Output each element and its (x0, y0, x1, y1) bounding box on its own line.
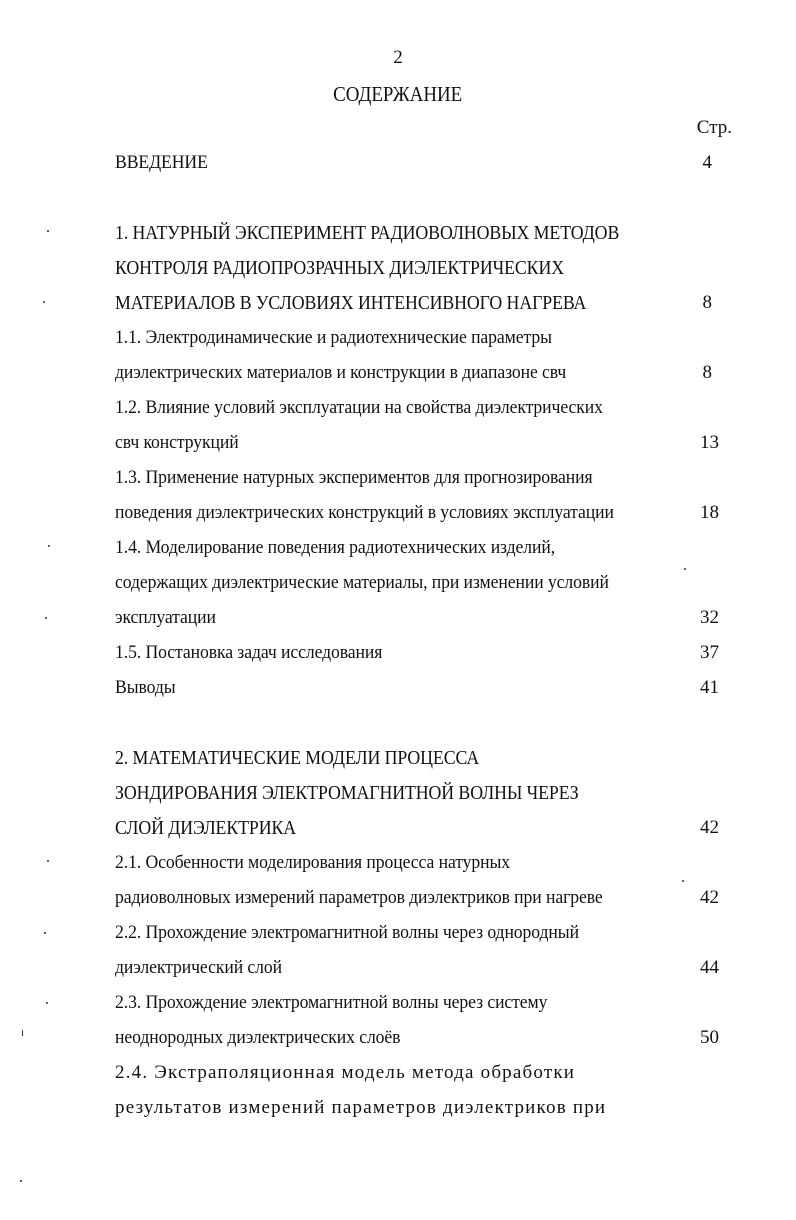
scan-speck (47, 230, 49, 232)
toc-chapter-heading: 2. МАТЕМАТИЧЕСКИЕ МОДЕЛИ ПРОЦЕССА (115, 747, 480, 769)
toc-chapter-heading: ЗОНДИРОВАНИЯ ЭЛЕКТРОМАГНИТНОЙ ВОЛНЫ ЧЕРЕЗ (115, 782, 579, 804)
toc-section-line: результатов измерений параметров диэлектриков при (115, 1097, 607, 1118)
scan-speck (684, 568, 686, 570)
scan-speck (45, 617, 47, 619)
toc-section-line: 2.2. Прохождение электромагнитной волны через однородный (115, 922, 579, 943)
toc-page-number: 37 (700, 642, 719, 663)
toc-page-number: 8 (702, 292, 712, 313)
scan-speck (43, 301, 45, 303)
toc-page-number: 42 (700, 887, 719, 908)
toc-section-line: 2.4. Экстраполяционная модель метода обработки (115, 1062, 576, 1083)
scan-speck (22, 1030, 23, 1036)
toc-page-number: 32 (700, 607, 719, 628)
scan-speck (47, 860, 49, 862)
toc-chapter-heading: МАТЕРИАЛОВ В УСЛОВИЯХ ИНТЕНСИВНОГО НАГРЕВА (115, 292, 587, 314)
toc-page-number: 4 (702, 152, 712, 173)
page-number: 2 (393, 47, 403, 68)
toc-page-number: 8 (702, 362, 712, 383)
toc-section-line: 2.3. Прохождение электромагнитной волны через систему (115, 992, 548, 1013)
toc-entry-introduction: ВВЕДЕНИЕ (115, 152, 208, 173)
toc-chapter-heading: 1. НАТУРНЫЙ ЭКСПЕРИМЕНТ РАДИОВОЛНОВЫХ МЕТОДОВ (115, 222, 620, 244)
toc-section-line: 1.3. Применение натурных экспериментов для прогнозирования (115, 467, 593, 488)
toc-section-line: содержащих диэлектрические материалы, при изменении условий (115, 572, 609, 593)
toc-page-number: 18 (700, 502, 719, 523)
toc-section-line: диэлектрических материалов и конструкции в диапазоне свч (115, 362, 567, 383)
scan-speck (682, 880, 684, 882)
toc-page-number: 44 (700, 957, 719, 978)
toc-section-line: неоднородных диэлектрических слоёв (115, 1027, 401, 1048)
toc-section-line: свч конструкций (115, 432, 239, 453)
scan-speck (20, 1180, 22, 1182)
toc-section-line: диэлектрический слой (115, 957, 282, 978)
toc-section-line: 2.1. Особенности моделирования процесса натурных (115, 852, 511, 873)
toc-page-number: 50 (700, 1027, 719, 1048)
toc-section-line: 1.1. Электродинамические и радиотехнические параметры (115, 327, 552, 348)
scan-speck (46, 1002, 48, 1004)
page-title: СОДЕРЖАНИЕ (333, 82, 463, 106)
page-column-label: Стр. (696, 117, 732, 138)
toc-section-line: радиоволновых измерений параметров диэлектриков при нагреве (115, 887, 603, 908)
toc-section-line: Выводы (115, 677, 176, 698)
toc-page-number: 13 (700, 432, 719, 453)
toc-chapter-heading: СЛОЙ ДИЭЛЕКТРИКА (115, 817, 297, 839)
toc-page-number: 42 (700, 817, 719, 838)
toc-chapter-heading: КОНТРОЛЯ РАДИОПРОЗРАЧНЫХ ДИЭЛЕКТРИЧЕСКИХ (115, 257, 565, 279)
scan-speck (44, 932, 46, 934)
toc-page-number: 41 (700, 677, 719, 698)
toc-section-line: поведения диэлектрических конструкций в условиях эксплуатации (115, 502, 614, 523)
scan-speck (48, 545, 50, 547)
toc-section-line: 1.2. Влияние условий эксплуатации на свойства диэлектрических (115, 397, 603, 418)
toc-section-line: 1.4. Моделирование поведения радиотехнических изделий, (115, 537, 556, 558)
toc-section-line: 1.5. Постановка задач исследования (115, 642, 383, 663)
toc-section-line: эксплуатации (115, 607, 216, 628)
